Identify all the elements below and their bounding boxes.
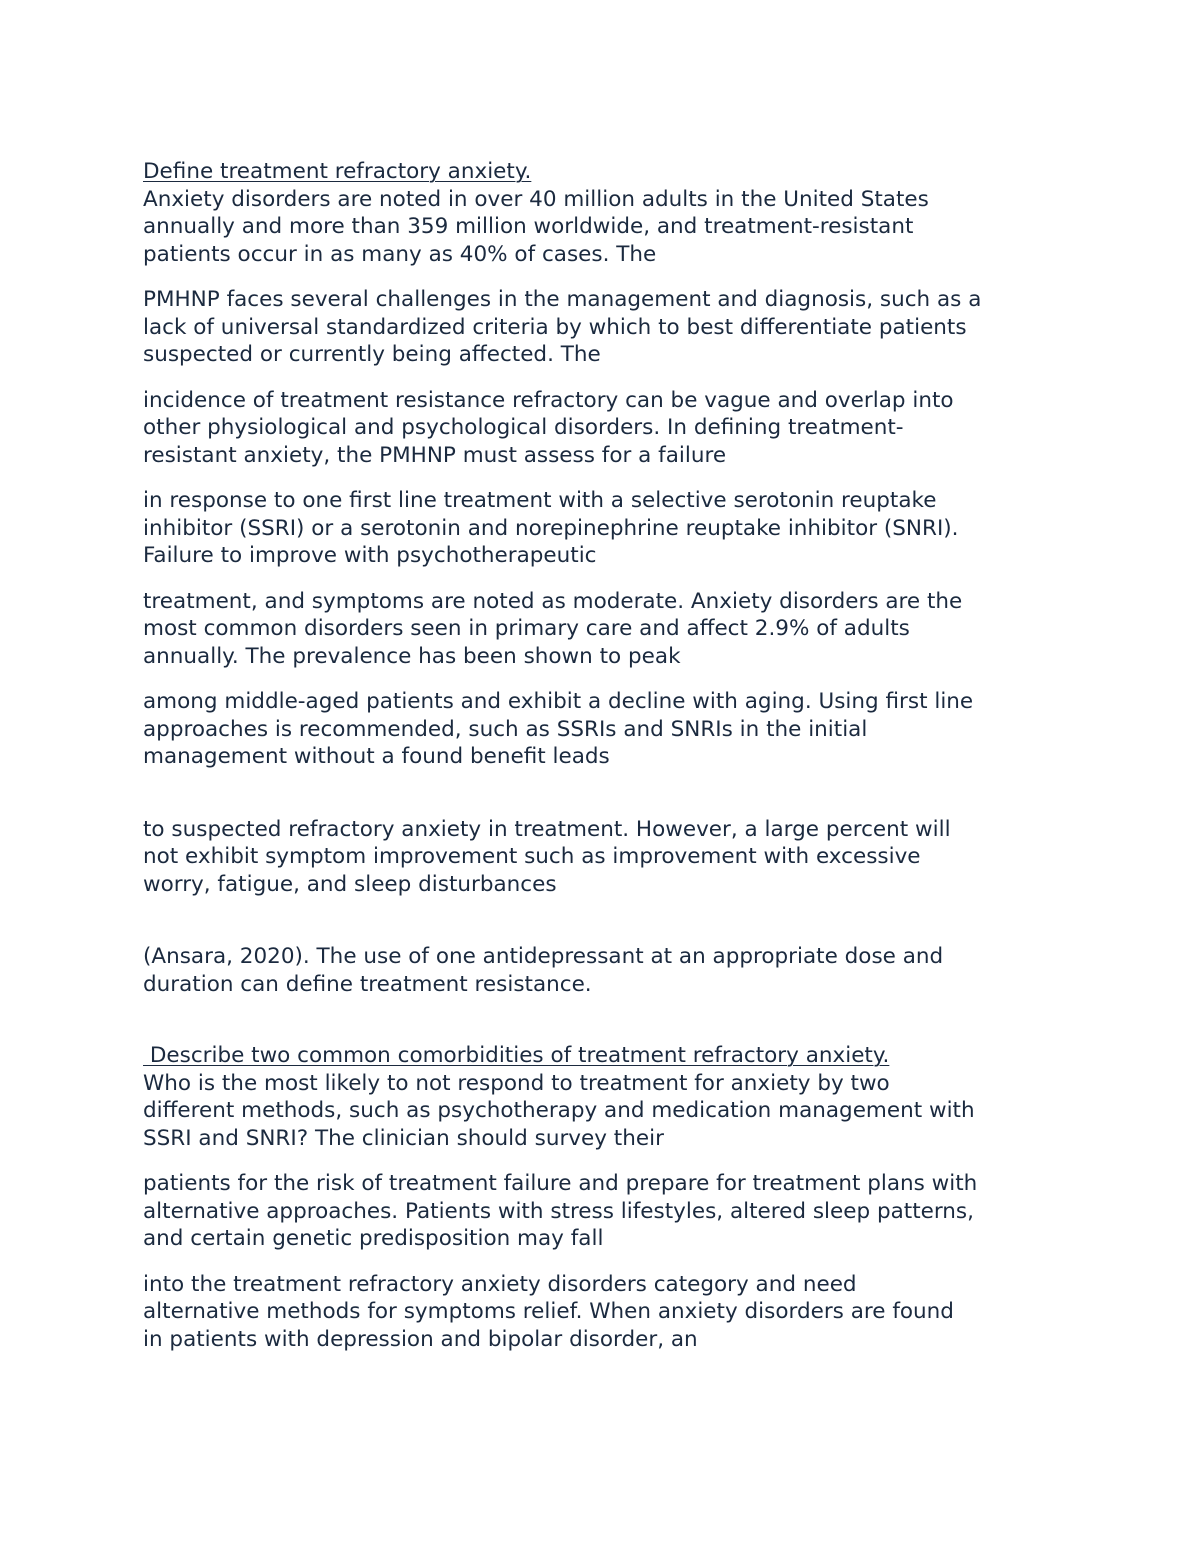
text-line: incidence of treatment resistance refractory can be vague and overlap into [143, 387, 954, 413]
text-line: alternative methods for symptoms relief. When anxiety disorders are found [143, 1299, 954, 1324]
text-line: resistant anxiety, the PMHNP must assess for a failure [143, 442, 727, 468]
text-line: annually. The prevalence has been shown to peak [143, 643, 681, 669]
document-page [143, 158, 1073, 1353]
text-line: Anxiety disorders are noted in over 40 million adults in the United States [143, 186, 929, 212]
text-line: duration can define treatment resistance. [143, 971, 592, 997]
text-line: treatment, and symptoms are noted as moderate. Anxiety disorders are the [143, 588, 963, 614]
text-line: patients occur in as many as 40% of cases. The [143, 241, 657, 267]
text-line: alternative approaches. Patients with stress lifestyles, altered sleep patterns, [143, 1198, 974, 1224]
text-line: other physiological and psychological disorders. In defining treatment- [143, 415, 904, 440]
text-line: approaches is recommended, such as SSRIs and SNRIs in the initial [143, 716, 868, 742]
text-line: to suspected refractory anxiety in treatment. However, a large percent will [143, 816, 951, 842]
paragraph [143, 588, 1073, 671]
text-line: Failure to improve with psychotherapeutic [143, 543, 597, 568]
text-line: not exhibit symptom improvement such as improvement with excessive [143, 844, 921, 869]
text-line: Who is the most likely to not respond to treatment for anxiety by two [143, 1070, 890, 1096]
paragraph [143, 943, 1073, 998]
section-heading: Describe two common comorbidities of treatment refractory anxiety. [143, 1043, 890, 1068]
text-line: SSRI and SNRI? The clinician should survey their [143, 1125, 664, 1151]
paragraph [143, 1170, 1073, 1253]
text-line: among middle-aged patients and exhibit a decline with aging. Using first line [143, 689, 974, 714]
paragraph [143, 286, 1073, 369]
text-line: lack of universal standardized criteria by which to best differentiate patients [143, 314, 967, 340]
text-line: different methods, such as psychotherapy and medication management with [143, 1098, 975, 1123]
text-line: PMHNP faces several challenges in the management and diagnosis, such as a [143, 287, 982, 312]
text-line: management without a found benefit leads [143, 744, 610, 769]
text-line: inhibitor (SSRI) or a serotonin and norepinephrine reuptake inhibitor (SNRI). [143, 515, 959, 541]
section-heading: Define treatment refractory anxiety. [143, 159, 532, 184]
text-line: and certain genetic predisposition may fall [143, 1226, 604, 1251]
paragraph [143, 186, 1073, 269]
paragraph [143, 1070, 1073, 1153]
paragraph [143, 688, 1073, 771]
paragraph [143, 387, 1073, 470]
text-line: in patients with depression and bipolar disorder, an [143, 1326, 698, 1352]
text-line: suspected or currently being affected. The [143, 342, 601, 367]
text-line: into the treatment refractory anxiety disorders category and need [143, 1271, 857, 1297]
text-line: (Ansara, 2020). The use of one antidepressant at an appropriate dose and [143, 944, 944, 969]
paragraph [143, 1271, 1073, 1354]
text-line: in response to one first line treatment with a selective serotonin reuptake [143, 488, 937, 513]
paragraph [143, 487, 1073, 570]
text-line: annually and more than 359 million worldwide, and treatment-resistant [143, 214, 914, 239]
text-line: most common disorders seen in primary care and affect 2.9% of adults [143, 616, 910, 641]
text-line: patients for the risk of treatment failure and prepare for treatment plans with [143, 1171, 978, 1196]
text-line: worry, fatigue, and sleep disturbances [143, 871, 557, 897]
paragraph [143, 816, 1073, 899]
